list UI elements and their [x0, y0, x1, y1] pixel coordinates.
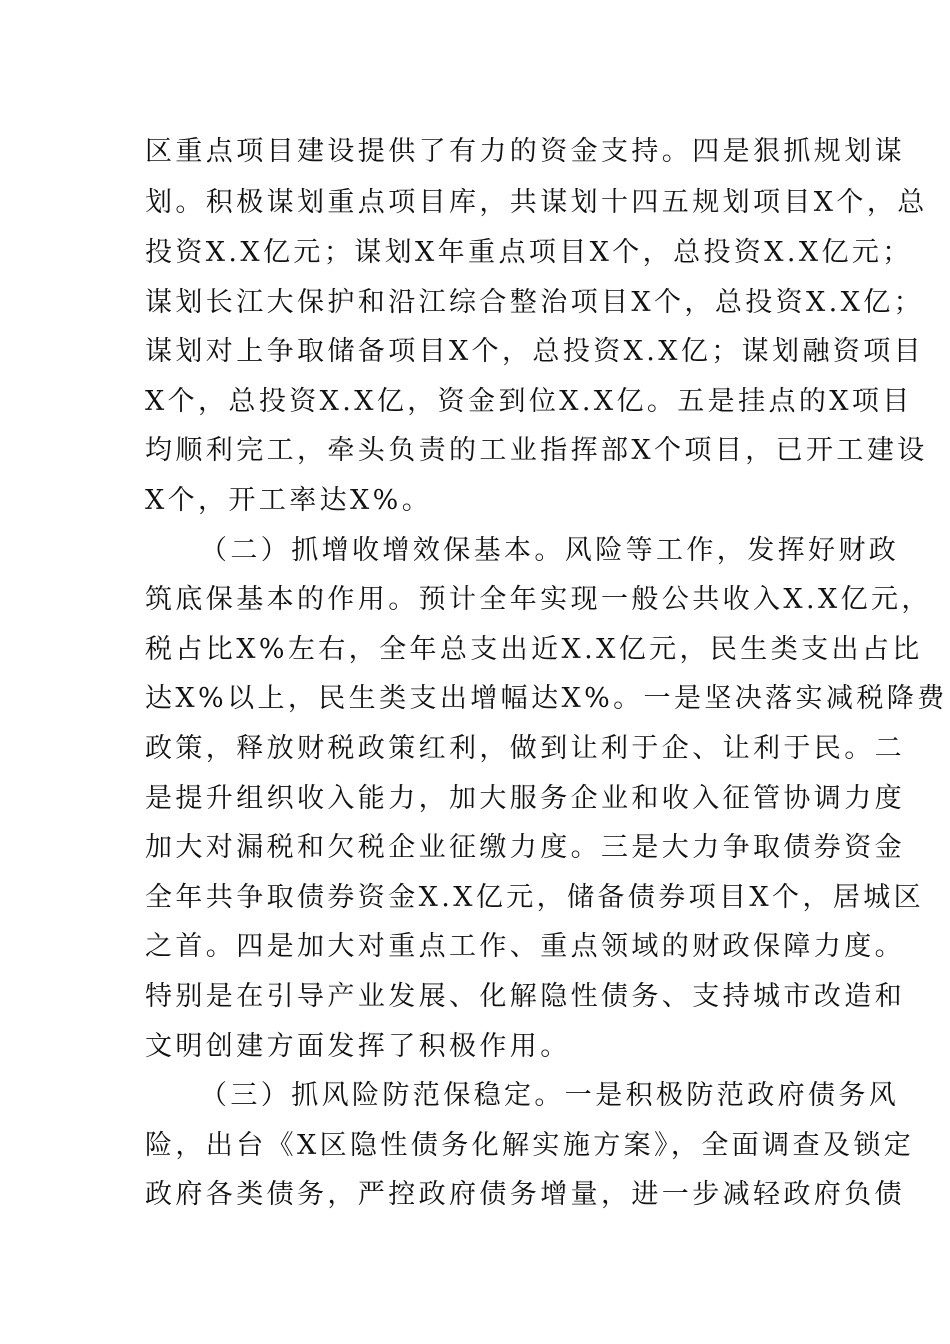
- text-line: 税占比X%左右，全年总支出近X.X亿元，民生类支出占比: [145, 634, 923, 665]
- text-line: 均顺利完工，牵头负责的工业指挥部X个项目，已开工建设: [145, 435, 928, 466]
- section-heading-line: （二）抓增收增效保基本。风险等工作，发挥好财政: [200, 535, 900, 566]
- section-heading-line: （三）抓风险防范保稳定。一是积极防范政府债务风: [200, 1080, 900, 1111]
- text-line: 是提升组织收入能力，加大服务企业和收入征管协调力度: [145, 783, 905, 814]
- text-line: 全年共争取债券资金X.X亿元，储备债券项目X个，居城区: [145, 882, 925, 913]
- text-line: 加大对漏税和欠税企业征缴力度。三是大力争取债券资金: [145, 832, 905, 863]
- text-line: X个，总投资X.X亿，资金到位X.X亿。五是挂点的X项目: [145, 386, 913, 417]
- text-line: 特别是在引导产业发展、化解隐性债务、支持城市改造和: [145, 981, 905, 1012]
- text-line: 区重点项目建设提供了有力的资金支持。四是狠抓规划谋: [145, 136, 905, 167]
- text-line: 之首。四是加大对重点工作、重点领域的财政保障力度。: [145, 931, 905, 962]
- text-line: 政府各类债务，严控政府债务增量，进一步减轻政府负债: [145, 1179, 905, 1210]
- text-line: X个，开工率达X%。: [145, 485, 433, 516]
- text-line: 险，出台《X区隐性债务化解实施方案》，全面调查及锁定: [145, 1130, 915, 1161]
- text-line: 政策，释放财税政策红利，做到让利于企、让利于民。二: [145, 733, 905, 764]
- text-line: 谋划对上争取储备项目X个，总投资X.X亿；谋划融资项目: [145, 336, 925, 367]
- text-line: 达X%以上，民生类支出增幅达X%。一是坚决落实减税降费: [145, 683, 948, 714]
- text-line: 投资X.X亿元；谋划X年重点项目X个，总投资X.X亿元；: [145, 237, 913, 268]
- text-line: 筑底保基本的作用。预计全年实现一般公共收入X.X亿元，: [145, 584, 932, 615]
- text-line: 划。积极谋划重点项目库，共谋划十四五规划项目X个，总: [145, 187, 928, 218]
- text-line: 谋划长江大保护和沿江综合整治项目X个，总投资X.X亿；: [145, 287, 925, 318]
- text-line: 文明创建方面发挥了积极作用。: [145, 1031, 571, 1062]
